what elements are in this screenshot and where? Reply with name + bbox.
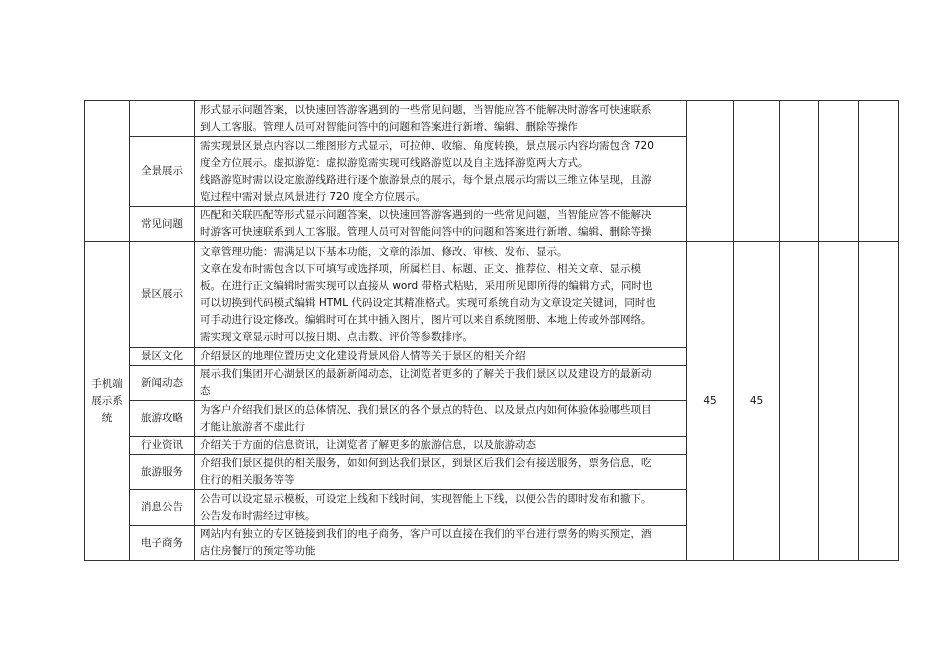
subcategory-cell: 新闻动态 (130, 366, 195, 401)
description-cell (195, 490, 687, 526)
category-label: 展示系 (91, 394, 123, 407)
description-line: 览过程中需对景点风景进行 720 度全方位展示。 (200, 190, 427, 203)
description-line: 需实现文章显示时可以按日期、点击数、评价等参数排序。 (200, 330, 473, 343)
empty-cell (859, 242, 899, 561)
description-cell (195, 137, 687, 207)
description-cell (195, 366, 687, 401)
category-label: 手机端 (91, 377, 123, 390)
description-line: 住行的相关服务等等 (200, 474, 295, 486)
description-line: 展示我们集团开心湖景区的最新新闻动态，让浏览者更多的了解关于我们景区以及建设方的最新动 (200, 368, 652, 380)
table-row (85, 101, 899, 137)
subcategory-cell: 旅游攻略 (130, 401, 195, 437)
empty-cell (780, 101, 819, 242)
subcategory-cell: 全景展示 (130, 137, 195, 207)
subcategory-cell: 常见问题 (130, 207, 195, 242)
description-line: 需实现景区景点内容以二维图形方式显示，可拉伸、收缩、角度转换，景点展示内容均需包含 720 (200, 139, 654, 152)
empty-cell (780, 242, 819, 561)
description-line: 介绍景区的地理位置历史文化建设背景风俗人情等关于景区的相关介绍 (200, 350, 526, 362)
description-line: 到人工客服。管理人员可对智能问答中的问题和答案进行新增、编辑、删除等操作 (200, 120, 578, 133)
empty-cell (819, 242, 859, 561)
description-line: 态 (200, 385, 211, 397)
category-cell (85, 242, 130, 561)
description-line: 匹配和关联匹配等形式显示问题答案，以快速回答游客遇到的一些常见问题，当智能应答不能解决 (200, 209, 652, 221)
description-line: 可以切换到代码模式编辑 HTML 代码设定其精准格式。实现可系统自动为文章设定关键词，同时也 (200, 296, 656, 309)
description-line: 介绍关于方面的信息资讯，让浏览者了解更多的旅游信息，以及旅游动态 (200, 439, 536, 451)
description-line: 线路游览时需以设定旅游线路进行逐个旅游景点的展示，每个景点展示均需以三维立体呈现，且游 (200, 173, 652, 186)
description-cell (195, 401, 687, 437)
description-cell (195, 455, 687, 490)
description-line: 度全方位展示。虚拟游览：虚拟游览需实现可线路游览以及自主选择游览两大方式。 (200, 156, 589, 169)
category-label: 统 (101, 411, 113, 424)
subcategory-cell: 行业资讯 (130, 437, 195, 455)
description-line: 公告发布时需经过审核。 (200, 509, 316, 522)
description-cell (195, 101, 687, 137)
category-cell (85, 101, 130, 242)
description-line: 介绍我们景区提供的相关服务，如如何到达我们景区，到景区后我们会有接送服务，票务信息，吃 (200, 457, 652, 469)
empty-cell (819, 101, 859, 242)
description-cell (195, 242, 687, 348)
subcategory-cell: 景区展示 (130, 242, 195, 348)
subcategory-cell: 景区文化 (130, 348, 195, 366)
description-cell (195, 437, 687, 455)
description-line: 板。在进行正文编辑时需实现可以直接从 word 带格式粘贴，采用所见即所得的编辑方式，同时也 (200, 279, 653, 292)
description-line: 文章在发布时需包含以下可填写或选择项，所属栏目、标题、正文、推荐位、相关文章、显示模 (200, 262, 641, 275)
value-cell (687, 101, 734, 242)
subcategory-cell: 电子商务 (130, 526, 195, 561)
description-line: 时游客可快速联系到人工客服。管理人员可对智能问答中的问题和答案进行新增、编辑、删除等操 (200, 226, 652, 238)
score-value: 45 (687, 242, 734, 561)
description-line: 为客户介绍我们景区的总体情况、我们景区的各个景点的特色、以及景点内如何体验体验哪些项目 (200, 403, 652, 416)
table-row (85, 242, 899, 348)
empty-cell (859, 101, 899, 242)
description-cell (195, 348, 687, 366)
subcategory-cell (130, 101, 195, 137)
description-line: 店住房餐厅的预定等功能 (200, 545, 316, 557)
description-line: 公告可以设定显示模板，可设定上线和下线时间，实现智能上下线，以便公告的即时发布和撤下。 (200, 492, 652, 505)
description-line: 可手动进行设定修改。编辑时可在其中插入图片，图片可以来自系统图册、本地上传或外部网络。 (200, 313, 652, 326)
description-line: 形式显示问题答案，以快速回答游客遇到的一些常见问题，当智能应答不能解决时游客可快速联系 (200, 103, 652, 116)
description-line: 文章管理功能：需满足以下基本功能，文章的添加、修改、审核、发布、显示。 (200, 245, 568, 258)
description-line: 网站内有独立的专区链接到我们的电子商务，客户可以直接在我们的平台进行票务的购买预定，酒 (200, 528, 652, 540)
description-line: 才能让旅游者不虚此行 (200, 420, 305, 433)
description-cell (195, 207, 687, 242)
subcategory-cell: 消息公告 (130, 490, 195, 526)
spec-table (84, 100, 899, 561)
value-cell (734, 101, 780, 242)
score-value: 45 (734, 242, 780, 561)
subcategory-cell: 旅游服务 (130, 455, 195, 490)
description-cell (195, 526, 687, 561)
